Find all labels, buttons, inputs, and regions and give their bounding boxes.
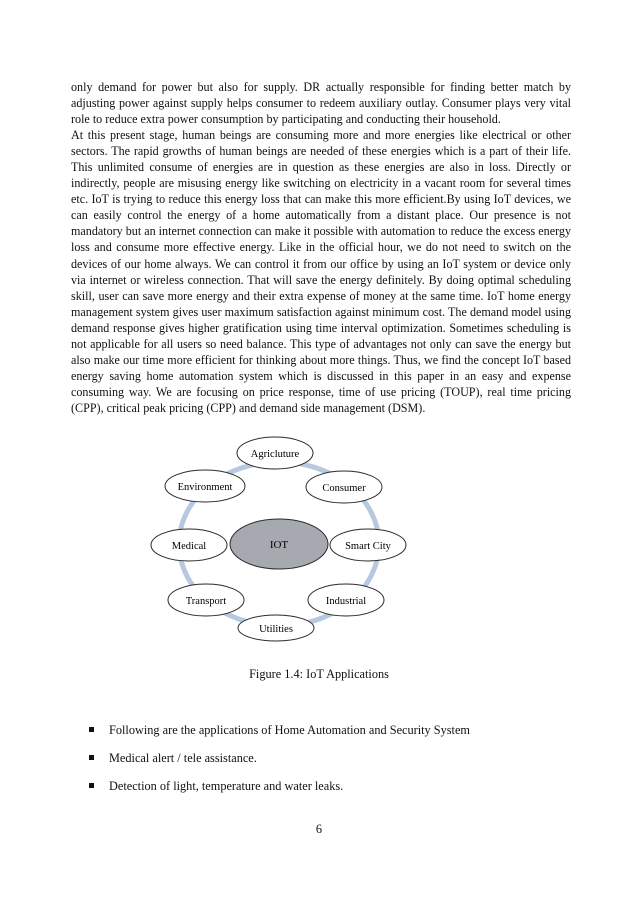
- list-item: [89, 777, 470, 805]
- page-number: 6: [315, 822, 323, 836]
- list-item-text: Detection of light, temperature and water leaks.: [109, 779, 344, 793]
- diagram-node-label: Industrial: [325, 596, 367, 607]
- diagram-node-smart-city: [330, 529, 406, 561]
- diagram-node-label: Utilities: [259, 624, 293, 635]
- diagram-node-utilities: [238, 615, 314, 641]
- diagram-node-label: Agricluture: [250, 449, 300, 460]
- diagram-node-environment: [165, 470, 245, 502]
- diagram-node-industrial: [308, 584, 384, 616]
- list-item-text: Following are the applications of Home Automation and Security System: [109, 723, 470, 737]
- diagram-center-label: IOT: [269, 539, 289, 551]
- diagram-center-node: [230, 519, 328, 569]
- diagram-node-label: Smart City: [345, 541, 391, 552]
- diagram-node-transport: [168, 584, 244, 616]
- diagram-node-consumer: [306, 471, 382, 503]
- iot-applications-diagram: [140, 432, 420, 642]
- list-item-text: Medical alert / tele assistance.: [109, 751, 257, 765]
- body-text: [71, 79, 571, 416]
- list-item: [89, 749, 470, 777]
- paragraph-1: only demand for power but also for supply. DR actually responsible for finding better match by adjusting power against supply helps consumer to redeem auxiliary outlay. Consumer plays very vital role to reduce extra power consumption by participating and conducting their household.: [71, 80, 571, 127]
- diagram-node-agriculture: [237, 437, 313, 469]
- diagram-node-label: Medical: [171, 541, 207, 552]
- square-bullet-icon: [89, 783, 94, 788]
- paragraph-2: At this present stage, human beings are consuming more and more energies like electrical or other sectors. The rapid growths of human beings are needed of these energies which is a part of their life. This unlimited consume of energies are in question as these energies are also in loss. Directly or indirectly, people are misusing energy like switching on electricity in a vacant room for several times etc. IoT is trying to reduce this energy loss that can make this more efficient.By using IoT devices, we can easily control the energy of a home automatically from a distant place. Our presence is not mandatory but an internet connection can make it possible with automation to reduce the excess energy loss and consume more effective energy. Like in the official hour, we do not need to switch on the devices of our home always. We can control it from our office by using an IoT system or device only via internet or wireless connection. That will save the energy definitely. By doing optimal scheduling skill, user can save more energy and their extra expense of money at the same time. IoT home energy management system gives user maximum satisfaction against minimum cost. The demand model using demand response gives higher gratification using time interval optimization. Sometimes scheduling is not applicable for all users so need balance. This type of advantages not only can save the energy but also make our time more efficient for thinking about more things. Thus, we find the concept IoT based energy saving home automation system which is discussed in this paper in an easy and expense consuming way. We are focusing on price response, time of use pricing (TOUP), real time pricing (CPP), critical peak pricing (CPP) and demand side management (DSM).: [71, 128, 571, 415]
- figure-caption: Figure 1.4: IoT Applications: [249, 667, 389, 681]
- square-bullet-icon: [89, 727, 94, 732]
- bullet-list: [89, 721, 470, 805]
- diagram-node-medical: [151, 529, 227, 561]
- list-item: [89, 721, 470, 749]
- diagram-node-label: Consumer: [322, 483, 366, 494]
- diagram-node-label: Transport: [185, 596, 227, 607]
- square-bullet-icon: [89, 755, 94, 760]
- diagram-node-label: Environment: [177, 482, 233, 493]
